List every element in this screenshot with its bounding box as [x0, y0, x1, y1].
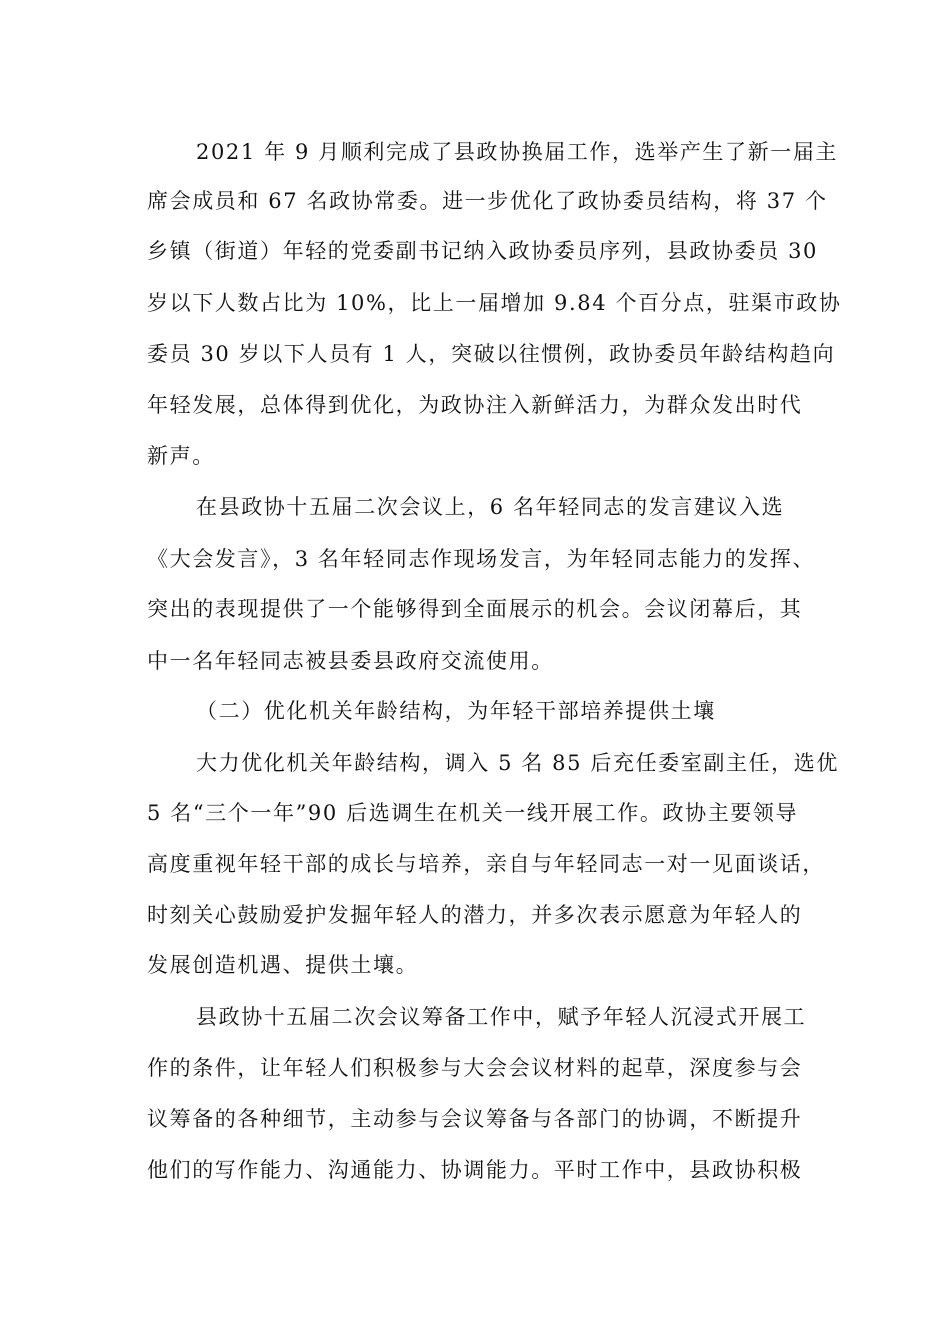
text-line: 《大会发言》，3 名年轻同志作现场发言，为年轻同志能力的发挥、 [147, 547, 816, 571]
text-line: 5 名“三个一年”90 后选调生在机关一线开展工作。政协主要领导 [147, 801, 799, 825]
text-line: 乡镇（街道）年轻的党委副书记纳入政协委员序列，县政协委员 30 [147, 239, 818, 263]
text-line: 中一名年轻同志被县委县政府交流使用。 [147, 649, 554, 673]
text-line: 高度重视年轻干部的成长与培养，亲自与年轻同志一对一见面谈话， [147, 852, 825, 876]
text-line: 发展创造机遇、提供土壤。 [147, 953, 419, 977]
text-line: 2021 年 9 月顺利完成了县政协换届工作，选举产生了新一届主 [196, 140, 839, 164]
text-line: 席会成员和 67 名政协常委。进一步优化了政协委员结构，将 37 个 [147, 189, 828, 213]
text-line: 时刻关心鼓励爱护发掘年轻人的潜力，并多次表示愿意为年轻人的 [147, 903, 803, 927]
text-line: 在县政协十五届二次会议上，6 名年轻同志的发言建议入选 [196, 495, 785, 519]
text-line: 岁以下人数占比为 10%，比上一届增加 9.84 个百分点，驻渠市政协 [147, 291, 842, 315]
section-heading: （二）优化机关年龄结构，为年轻干部培养提供土壤 [196, 699, 716, 723]
text-line: 大力优化机关年龄结构，调入 5 名 85 后充任委室副主任，选优 [196, 751, 839, 775]
text-line: 县政协十五届二次会议筹备工作中，赋予年轻人沉浸式开展工 [196, 1005, 807, 1029]
text-line: 突出的表现提供了一个能够得到全面展示的机会。会议闭幕后，其 [147, 597, 803, 621]
text-line: 委员 30 岁以下人员有 1 人，突破以往惯例，政协委员年龄结构趋向 [147, 342, 836, 366]
text-line: 新声。 [147, 444, 215, 468]
text-line: 作的条件，让年轻人们积极参与大会会议材料的起草，深度参与会 [147, 1056, 803, 1080]
text-line: 议筹备的各种细节，主动参与会议筹备与各部门的协调，不断提升 [147, 1107, 803, 1131]
text-line: 他们的写作能力、沟通能力、协调能力。平时工作中，县政协积极 [147, 1158, 803, 1182]
text-line: 年轻发展，总体得到优化，为政协注入新鲜活力，为群众发出时代 [147, 393, 803, 417]
